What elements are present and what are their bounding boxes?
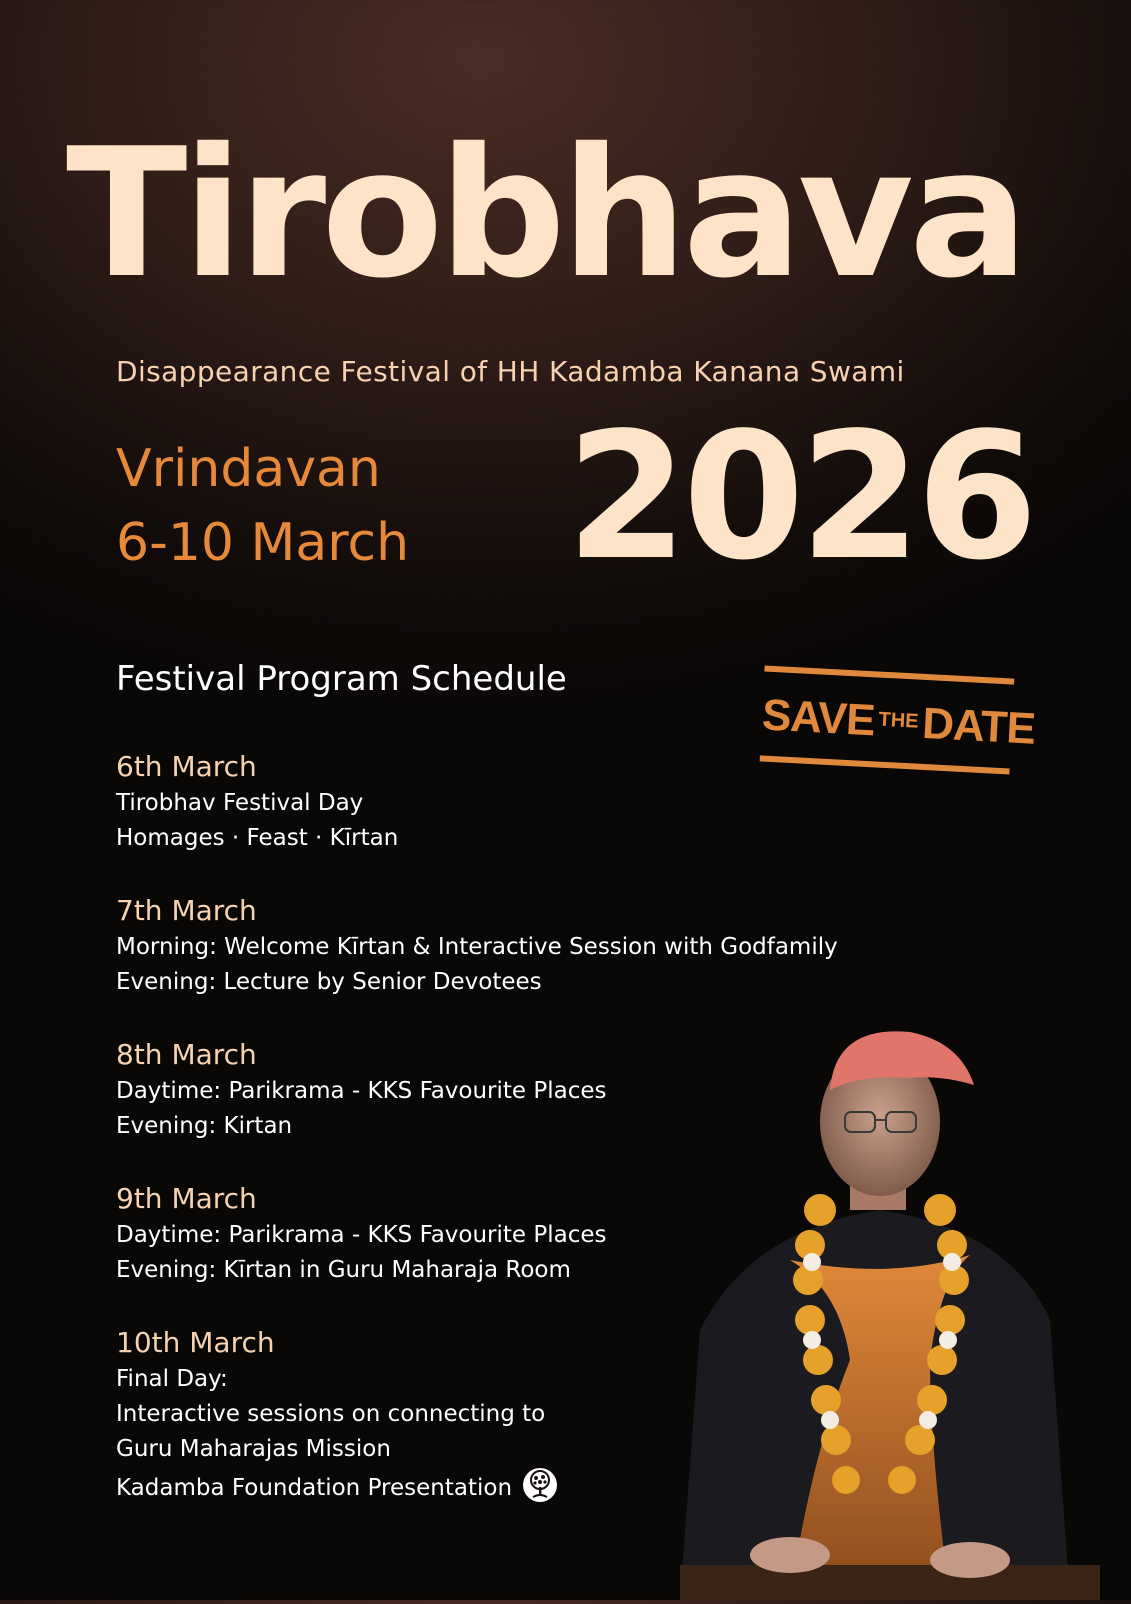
stamp-top-rule	[764, 666, 1014, 685]
schedule-line: Final Day:	[116, 1366, 228, 1392]
schedule-heading: Festival Program Schedule	[116, 659, 567, 699]
venue-dates: 6-10 March	[116, 513, 410, 573]
festival-subtitle: Disappearance Festival of HH Kadamba Kanana Swami	[116, 355, 905, 388]
venue-block	[116, 432, 409, 580]
schedule-line: Daytime: Parikrama - KKS Favourite Places	[116, 1078, 607, 1104]
schedule-line: Guru Maharajas Mission	[116, 1436, 391, 1462]
stamp-word-date: DATE	[921, 698, 1037, 754]
stamp-word-save: SAVE	[760, 690, 876, 746]
schedule-day-date: 7th March	[116, 894, 257, 927]
schedule-line: Tirobhav Festival Day	[116, 790, 364, 816]
schedule-day-date: 9th March	[116, 1182, 257, 1215]
portrait-photo	[640, 1030, 1110, 1600]
festival-title: Tirobhava	[66, 110, 1024, 317]
festival-year: 2026	[566, 396, 1034, 599]
schedule-day-date: 10th March	[116, 1326, 275, 1359]
schedule-line: Daytime: Parikrama - KKS Favourite Places	[116, 1222, 607, 1248]
schedule-line: Interactive sessions on connecting to	[116, 1401, 546, 1427]
venue-place: Vrindavan	[116, 439, 381, 499]
schedule-day-date: 6th March	[116, 750, 257, 783]
tree-logo-icon	[522, 1467, 558, 1503]
schedule-line: Morning: Welcome Kīrtan & Interactive Session with Godfamily	[116, 934, 838, 960]
stamp-word-the: THE	[877, 708, 920, 733]
schedule-line: Evening: Kīrtan in Guru Maharaja Room	[116, 1257, 571, 1283]
schedule-line: Evening: Lecture by Senior Devotees	[116, 969, 542, 995]
schedule-day-date: 8th March	[116, 1038, 257, 1071]
schedule-line: Evening: Kirtan	[116, 1113, 293, 1139]
schedule-day	[116, 748, 876, 856]
stamp-text	[760, 685, 1037, 756]
schedule-line-text: Kadamba Foundation Presentation	[116, 1475, 513, 1501]
schedule-day	[116, 892, 876, 1000]
schedule-line: Homages · Feast · Kīrtan	[116, 825, 399, 851]
